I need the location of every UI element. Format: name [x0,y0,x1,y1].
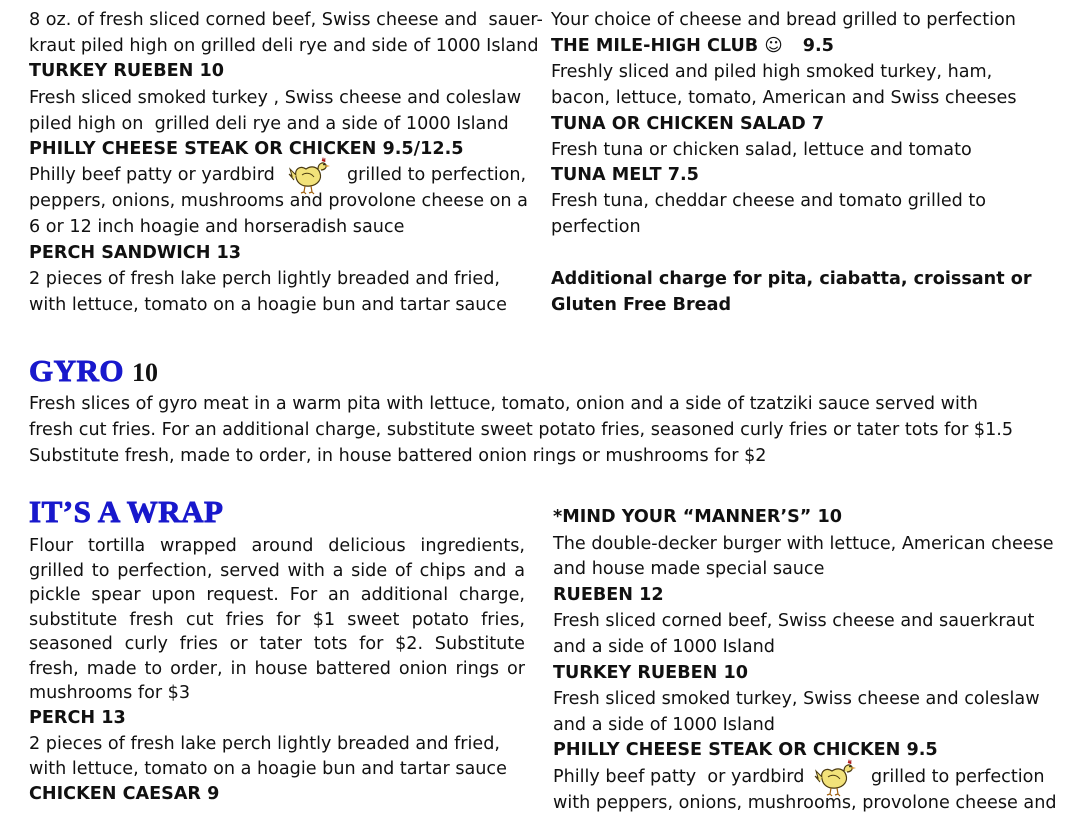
chicken-icon [814,757,856,797]
description-line: 2 pieces of fresh lake perch lightly breaded and fried, [29,734,501,754]
menu-item-title: CHICKEN CAESAR 9 [29,784,220,804]
description-line: substitute fresh cut fries for $1 sweet potato fries, [29,610,525,630]
charge-note: Additional charge for pita, ciabatta, croissant or [551,269,1032,289]
charge-note: Gluten Free Bread [551,295,732,315]
description-line: Fresh sliced smoked turkey , Swiss cheese and coleslaw [29,88,522,108]
description-line: Fresh sliced corned beef, Swiss cheese and sauerkraut [553,611,1035,631]
description-line: Fresh tuna, cheddar cheese and tomato grilled to [551,191,987,211]
description-line: bacon, lettuce, tomato, American and Swiss cheeses [551,88,1017,108]
description-line: with lettuce, tomato on a hoagie bun and tartar sauce [29,295,507,315]
smiley-icon: ☺ [764,36,783,56]
description-line: and a side of 1000 Island [553,715,775,735]
menu-item-title: TURKEY RUEBEN 10 [553,663,748,683]
description-line: with lettuce, tomato on a hoagie bun and tartar sauce [29,759,507,779]
description-line: Your choice of cheese and bread grilled to perfection [551,10,1016,30]
chicken-icon [288,155,330,195]
menu-item-title: PHILLY CHEESE STEAK OR CHICKEN 9.5 [553,740,938,760]
description-line: peppers, onions, mushrooms and provolone cheese on a [29,191,528,211]
description-line: grilled to perfection, served with a side of chips and a [29,561,525,581]
description-line: The double-decker burger with lettuce, American cheese [553,534,1054,554]
menu-item-title: TURKEY RUEBEN 10 [29,61,224,81]
description-line: and house made special sauce [553,559,825,579]
description-line: pickle spear upon request. For an additional charge, [29,585,525,605]
section-heading-gyro [29,353,158,391]
description-line: and a side of 1000 Island [553,637,775,657]
description-line: mushrooms for $3 [29,683,191,703]
description-line: fresh, made to order, in house battered onion rings or [29,659,525,679]
description-line: Freshly sliced and piled high smoked turkey, ham, [551,62,993,82]
menu-item-price: 9.5 [802,36,834,56]
description-line: Fresh tuna or chicken salad, lettuce and tomato [551,140,972,160]
menu-item-title: PERCH SANDWICH 13 [29,243,242,263]
menu-item-title: PERCH 13 [29,708,126,728]
description-line: Philly beef patty or yardbird [553,767,805,787]
section-heading-wrap: IT’S A WRAP [29,494,224,529]
menu-item-title: TUNA OR CHICKEN SALAD 7 [551,114,825,134]
section-heading-text: GYRO [29,353,124,388]
description-line: perfection [551,217,641,237]
description-line: 6 or 12 inch hoagie and horseradish sauce [29,217,405,237]
description-line: Flour tortilla wrapped around delicious ingredients, [29,536,525,556]
description-line: Philly beef patty or yardbird [29,165,275,185]
description-line: seasoned curly fries or tater tots for $2. Substitute [29,634,525,654]
description-line: Fresh sliced smoked turkey, Swiss cheese and coleslaw [553,689,1040,709]
menu-item-title: TUNA MELT 7.5 [551,165,699,185]
description-line: 2 pieces of fresh lake perch lightly breaded and fried, [29,269,501,289]
description-line: Substitute fresh, made to order, in house battered onion rings or mushrooms for $2 [29,446,767,466]
description-line: grilled to perfection, [347,165,527,185]
menu-item-title [551,33,834,59]
description-line: grilled to perfection [871,767,1045,787]
menu-item-title: *MIND YOUR “MANNER’S” 10 [553,507,842,527]
description-line: piled high on grilled deli rye and a side of 1000 Island [29,114,509,134]
menu-item-name: THE MILE-HIGH CLUB [551,36,759,56]
section-price: 10 [132,358,158,387]
menu-item-title: PHILLY CHEESE STEAK OR CHICKEN 9.5/12.5 [29,139,464,159]
description-line: Fresh slices of gyro meat in a warm pita with lettuce, tomato, onion and a side of tzatziki sauce served with [29,394,978,414]
description-line: with peppers, onions, mushrooms, provolone cheese and [553,793,1057,813]
menu-item-title: RUEBEN 12 [553,585,664,605]
description-line: fresh cut fries. For an additional charge, substitute sweet potato fries, seasoned curly fries or tater tots for $1.5 [29,420,1014,440]
description-line: 8 oz. of fresh sliced corned beef, Swiss cheese and sauer- [29,10,543,30]
description-line: kraut piled high on grilled deli rye and side of 1000 Island [29,36,539,56]
